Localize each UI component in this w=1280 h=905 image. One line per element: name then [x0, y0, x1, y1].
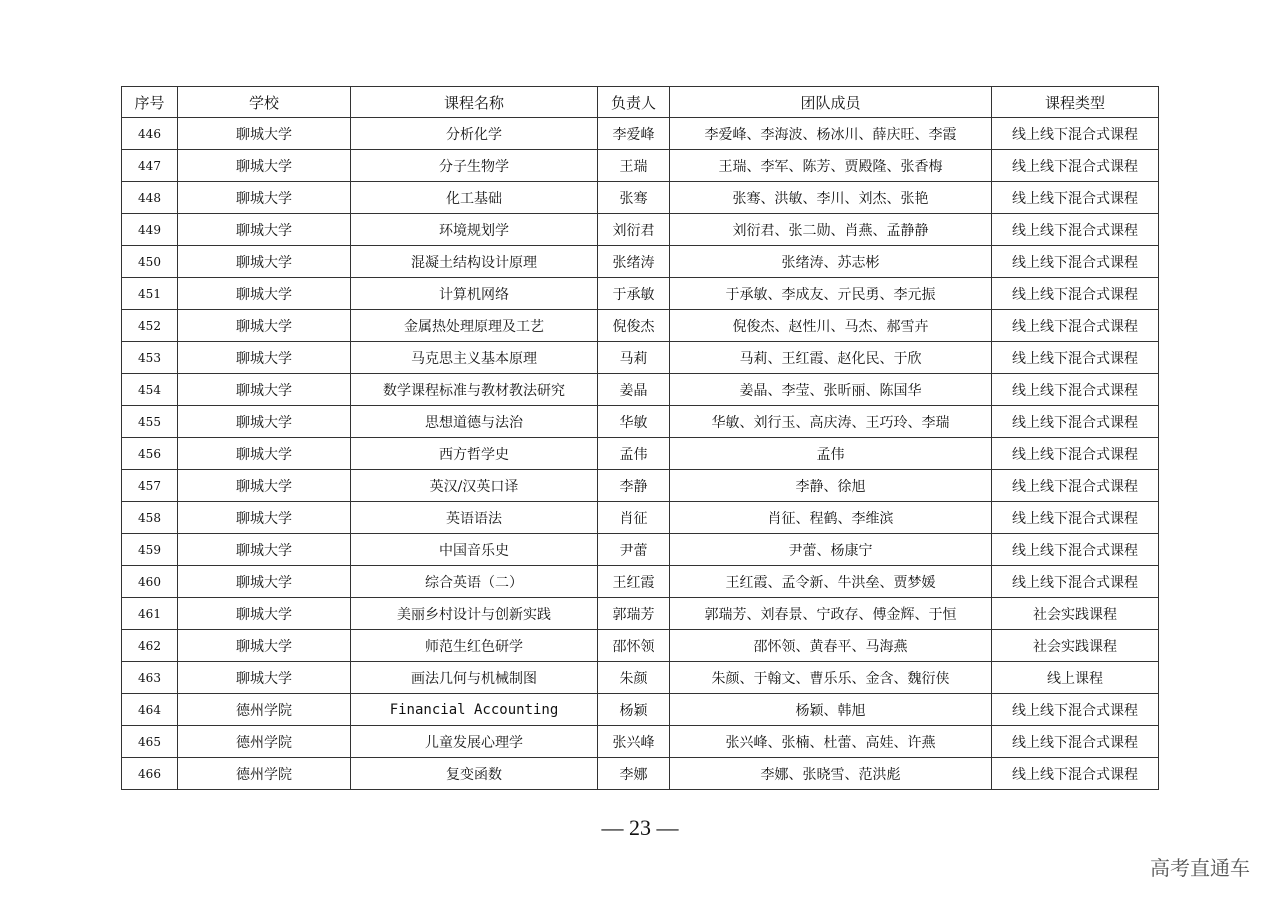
cell-seq: 464 — [122, 694, 178, 726]
cell-school: 德州学院 — [178, 726, 351, 758]
table-row — [122, 310, 1159, 342]
cell-leader: 张兴峰 — [598, 726, 670, 758]
cell-leader: 倪俊杰 — [598, 310, 670, 342]
cell-course-type: 线上线下混合式课程 — [992, 310, 1159, 342]
cell-course-name: 分子生物学 — [351, 150, 598, 182]
cell-course-name: 英汉/汉英口译 — [351, 470, 598, 502]
cell-course-name: 儿童发展心理学 — [351, 726, 598, 758]
header-course-name: 课程名称 — [351, 87, 598, 118]
cell-course-type: 线上线下混合式课程 — [992, 470, 1159, 502]
cell-school: 聊城大学 — [178, 214, 351, 246]
cell-course-type: 社会实践课程 — [992, 598, 1159, 630]
cell-course-type: 线上线下混合式课程 — [992, 758, 1159, 790]
cell-leader: 郭瑞芳 — [598, 598, 670, 630]
header-course-type: 课程类型 — [992, 87, 1159, 118]
cell-seq: 461 — [122, 598, 178, 630]
cell-leader: 李娜 — [598, 758, 670, 790]
cell-course-name: 中国音乐史 — [351, 534, 598, 566]
header-team-members: 团队成员 — [670, 87, 992, 118]
cell-team-members: 李娜、张晓雪、范洪彪 — [670, 758, 992, 790]
cell-team-members: 杨颖、韩旭 — [670, 694, 992, 726]
table-row — [122, 278, 1159, 310]
cell-team-members: 张骞、洪敏、李川、刘杰、张艳 — [670, 182, 992, 214]
cell-course-type: 线上课程 — [992, 662, 1159, 694]
header-leader: 负责人 — [598, 87, 670, 118]
cell-team-members: 尹蕾、杨康宁 — [670, 534, 992, 566]
cell-leader: 尹蕾 — [598, 534, 670, 566]
cell-course-type: 线上线下混合式课程 — [992, 246, 1159, 278]
cell-course-name: 师范生红色研学 — [351, 630, 598, 662]
cell-course-type: 线上线下混合式课程 — [992, 694, 1159, 726]
table-row — [122, 726, 1159, 758]
cell-course-type: 线上线下混合式课程 — [992, 118, 1159, 150]
table-row — [122, 182, 1159, 214]
table-row — [122, 406, 1159, 438]
cell-leader: 李静 — [598, 470, 670, 502]
cell-leader: 张绪涛 — [598, 246, 670, 278]
cell-course-name: 计算机网络 — [351, 278, 598, 310]
cell-school: 聊城大学 — [178, 310, 351, 342]
cell-school: 德州学院 — [178, 694, 351, 726]
cell-school: 聊城大学 — [178, 438, 351, 470]
table-row — [122, 758, 1159, 790]
cell-leader: 朱颜 — [598, 662, 670, 694]
cell-school: 聊城大学 — [178, 118, 351, 150]
cell-team-members: 华敏、刘行玉、高庆涛、王巧玲、李瑞 — [670, 406, 992, 438]
cell-course-name: 混凝土结构设计原理 — [351, 246, 598, 278]
cell-school: 聊城大学 — [178, 150, 351, 182]
table-row — [122, 214, 1159, 246]
cell-leader: 于承敏 — [598, 278, 670, 310]
cell-course-type: 线上线下混合式课程 — [992, 374, 1159, 406]
table-row — [122, 566, 1159, 598]
cell-team-members: 邵怀领、黄春平、马海燕 — [670, 630, 992, 662]
cell-school: 聊城大学 — [178, 374, 351, 406]
cell-course-name: 分析化学 — [351, 118, 598, 150]
cell-course-name: 英语语法 — [351, 502, 598, 534]
cell-school: 聊城大学 — [178, 598, 351, 630]
table-row — [122, 630, 1159, 662]
cell-seq: 466 — [122, 758, 178, 790]
cell-course-type: 线上线下混合式课程 — [992, 214, 1159, 246]
table-row — [122, 694, 1159, 726]
cell-course-name: 复变函数 — [351, 758, 598, 790]
cell-course-type: 线上线下混合式课程 — [992, 182, 1159, 214]
cell-leader: 杨颖 — [598, 694, 670, 726]
cell-school: 聊城大学 — [178, 470, 351, 502]
cell-leader: 王红霞 — [598, 566, 670, 598]
cell-seq: 453 — [122, 342, 178, 374]
cell-seq: 451 — [122, 278, 178, 310]
cell-team-members: 张绪涛、苏志彬 — [670, 246, 992, 278]
cell-team-members: 马莉、王红霞、赵化民、于欣 — [670, 342, 992, 374]
cell-seq: 446 — [122, 118, 178, 150]
cell-team-members: 李爱峰、李海波、杨冰川、薛庆旺、李霞 — [670, 118, 992, 150]
table-row — [122, 150, 1159, 182]
cell-team-members: 李静、徐旭 — [670, 470, 992, 502]
cell-seq: 450 — [122, 246, 178, 278]
cell-seq: 454 — [122, 374, 178, 406]
table-row — [122, 246, 1159, 278]
table-row — [122, 470, 1159, 502]
cell-course-type: 线上线下混合式课程 — [992, 726, 1159, 758]
cell-seq: 460 — [122, 566, 178, 598]
cell-team-members: 倪俊杰、赵性川、马杰、郝雪卉 — [670, 310, 992, 342]
cell-leader: 孟伟 — [598, 438, 670, 470]
table-body — [122, 118, 1159, 790]
cell-school: 聊城大学 — [178, 566, 351, 598]
cell-school: 德州学院 — [178, 758, 351, 790]
table-row — [122, 118, 1159, 150]
cell-course-name: 数学课程标准与教材教法研究 — [351, 374, 598, 406]
cell-school: 聊城大学 — [178, 342, 351, 374]
cell-team-members: 孟伟 — [670, 438, 992, 470]
cell-team-members: 朱颜、于翰文、曹乐乐、金含、魏衍侠 — [670, 662, 992, 694]
table-row — [122, 374, 1159, 406]
cell-school: 聊城大学 — [178, 278, 351, 310]
cell-seq: 465 — [122, 726, 178, 758]
cell-team-members: 姜晶、李莹、张昕丽、陈国华 — [670, 374, 992, 406]
cell-seq: 452 — [122, 310, 178, 342]
cell-leader: 姜晶 — [598, 374, 670, 406]
cell-school: 聊城大学 — [178, 246, 351, 278]
cell-course-name: 西方哲学史 — [351, 438, 598, 470]
cell-course-type: 线上线下混合式课程 — [992, 406, 1159, 438]
header-seq: 序号 — [122, 87, 178, 118]
cell-seq: 462 — [122, 630, 178, 662]
cell-team-members: 肖征、程鹤、李维滨 — [670, 502, 992, 534]
cell-leader: 张骞 — [598, 182, 670, 214]
cell-seq: 455 — [122, 406, 178, 438]
cell-course-name: Financial Accounting — [351, 694, 598, 726]
cell-leader: 刘衍君 — [598, 214, 670, 246]
cell-course-name: 马克思主义基本原理 — [351, 342, 598, 374]
course-table — [121, 86, 1159, 790]
watermark: 高考直通车 — [1150, 856, 1250, 880]
cell-course-type: 线上线下混合式课程 — [992, 502, 1159, 534]
table-row — [122, 342, 1159, 374]
cell-course-type: 线上线下混合式课程 — [992, 534, 1159, 566]
cell-leader: 李爱峰 — [598, 118, 670, 150]
cell-seq: 459 — [122, 534, 178, 566]
cell-course-type: 社会实践课程 — [992, 630, 1159, 662]
cell-team-members: 郭瑞芳、刘春景、宁政存、傅金辉、于恒 — [670, 598, 992, 630]
cell-team-members: 刘衍君、张二勋、肖燕、孟静静 — [670, 214, 992, 246]
cell-leader: 华敏 — [598, 406, 670, 438]
cell-school: 聊城大学 — [178, 662, 351, 694]
cell-seq: 448 — [122, 182, 178, 214]
cell-course-name: 化工基础 — [351, 182, 598, 214]
page-number: — 23 — — [601, 815, 679, 840]
cell-course-type: 线上线下混合式课程 — [992, 278, 1159, 310]
cell-school: 聊城大学 — [178, 630, 351, 662]
cell-seq: 456 — [122, 438, 178, 470]
cell-leader: 马莉 — [598, 342, 670, 374]
cell-course-name: 美丽乡村设计与创新实践 — [351, 598, 598, 630]
cell-school: 聊城大学 — [178, 502, 351, 534]
header-school: 学校 — [178, 87, 351, 118]
cell-team-members: 于承敏、李成友、亓民勇、李元振 — [670, 278, 992, 310]
cell-course-name: 综合英语（二） — [351, 566, 598, 598]
table-header-row — [122, 87, 1159, 118]
table-row — [122, 534, 1159, 566]
cell-seq: 463 — [122, 662, 178, 694]
cell-course-name: 金属热处理原理及工艺 — [351, 310, 598, 342]
cell-leader: 邵怀领 — [598, 630, 670, 662]
cell-seq: 458 — [122, 502, 178, 534]
cell-team-members: 王红霞、孟令新、牛洪垒、贾梦媛 — [670, 566, 992, 598]
cell-course-type: 线上线下混合式课程 — [992, 566, 1159, 598]
cell-course-type: 线上线下混合式课程 — [992, 150, 1159, 182]
cell-seq: 457 — [122, 470, 178, 502]
cell-school: 聊城大学 — [178, 534, 351, 566]
table-row — [122, 662, 1159, 694]
cell-course-name: 思想道德与法治 — [351, 406, 598, 438]
cell-leader: 肖征 — [598, 502, 670, 534]
cell-school: 聊城大学 — [178, 406, 351, 438]
cell-leader: 王瑞 — [598, 150, 670, 182]
table-row — [122, 438, 1159, 470]
cell-course-type: 线上线下混合式课程 — [992, 438, 1159, 470]
cell-course-name: 画法几何与机械制图 — [351, 662, 598, 694]
cell-seq: 447 — [122, 150, 178, 182]
cell-team-members: 王瑞、李军、陈芳、贾殿隆、张香梅 — [670, 150, 992, 182]
table-row — [122, 598, 1159, 630]
cell-team-members: 张兴峰、张楠、杜蕾、高娃、许燕 — [670, 726, 992, 758]
cell-course-name: 环境规划学 — [351, 214, 598, 246]
cell-school: 聊城大学 — [178, 182, 351, 214]
table-row — [122, 502, 1159, 534]
cell-course-type: 线上线下混合式课程 — [992, 342, 1159, 374]
cell-seq: 449 — [122, 214, 178, 246]
